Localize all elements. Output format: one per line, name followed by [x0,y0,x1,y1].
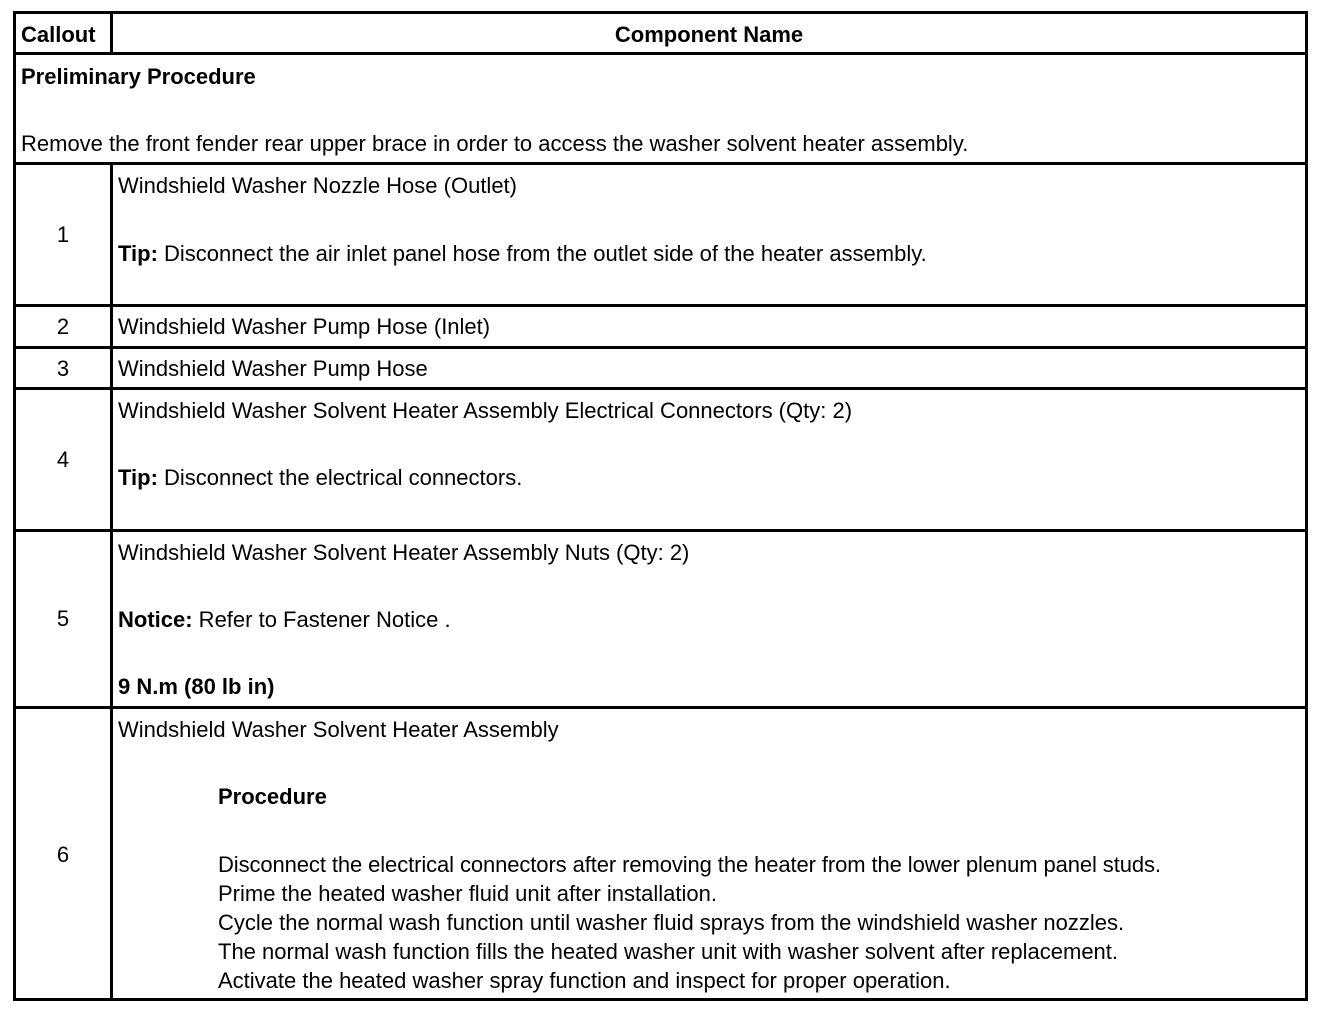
tip-line [118,241,927,267]
component-name: Windshield Washer Solvent Heater Assembly Electrical Connectors (Qty: 2) [118,398,853,423]
component-name: Windshield Washer Solvent Heater Assembly [118,717,559,742]
preliminary-row [16,55,1305,163]
tip-text: Disconnect the air inlet panel hose from the outlet side of the heater assembly. [157,241,927,266]
preliminary-title: Preliminary Procedure [21,64,256,89]
procedure-step: Cycle the normal wash function until washer fluid sprays from the windshield washer nozzles. [218,910,1125,935]
callout-number: 3 [56,356,70,381]
procedure-step: Prime the heated washer fluid unit after installation. [218,881,717,906]
table-row [16,532,1305,705]
tip-line [118,465,522,491]
tip-label: Tip: [118,465,158,490]
callout-number: 1 [56,222,70,247]
procedure-step: Activate the heated washer spray function and inspect for proper operation. [218,968,951,993]
table-row [16,709,1305,999]
table-header [16,14,1305,54]
table-row [16,349,1305,387]
table-row [16,165,1305,303]
callout-number: 5 [56,606,70,631]
callout-number: 4 [56,447,70,472]
callout-number: 6 [56,842,70,867]
preliminary-text: Remove the front fender rear upper brace in order to access the washer solvent heater assembly. [21,131,969,156]
procedure-step: The normal wash function fills the heated washer unit with washer solvent after replacement. [218,939,1119,964]
procedure-title: Procedure [218,784,327,809]
notice-label: Notice: [118,607,193,632]
table-row [16,390,1305,528]
callout-number: 2 [56,314,70,339]
header-callout: Callout [21,22,96,47]
tip-label: Tip: [118,241,158,266]
component-name: Windshield Washer Nozzle Hose (Outlet) [118,173,517,198]
component-name: Windshield Washer Pump Hose [118,356,428,381]
procedure-step: Disconnect the electrical connectors after removing the heater from the lower plenum panel studs. [218,852,1161,877]
table-row [16,307,1305,345]
torque-spec: 9 N.m (80 lb in) [118,674,275,699]
column-divider [110,14,113,54]
component-name: Windshield Washer Pump Hose (Inlet) [118,314,491,339]
notice-text: Refer to Fastener Notice . [192,607,451,632]
tip-text: Disconnect the electrical connectors. [157,465,523,490]
notice-line [118,607,451,633]
header-component-name: Component Name [614,22,804,47]
component-table [13,11,1308,1001]
component-name: Windshield Washer Solvent Heater Assembly Nuts (Qty: 2) [118,540,690,565]
